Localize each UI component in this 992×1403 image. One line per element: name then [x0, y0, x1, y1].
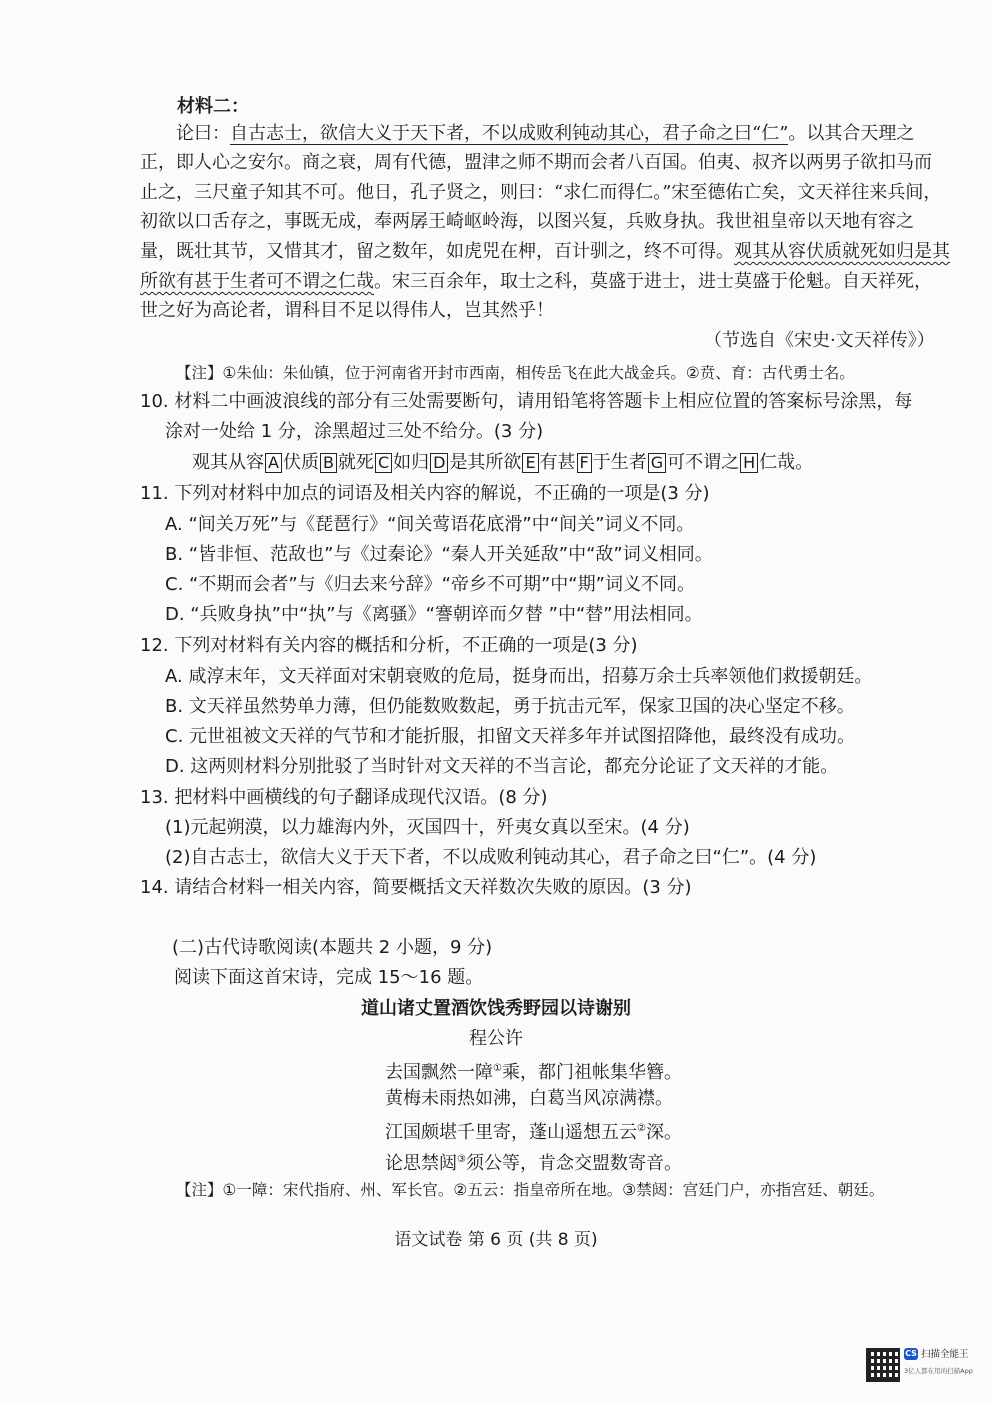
q10-stem-line-2: 涂对一处给 1 分，涂黑超过三处不给分。(3 分): [165, 421, 544, 442]
material2-line-3: 止之，三尺童子知其不可。他日，孔子贤之，则曰：“求仁而得仁。”宋至德佑亡矣，文天祥往来兵间，: [140, 182, 942, 203]
material2-line-1: 论曰：自古志士，欲信大义于天下者，不以成败利钝动其心，君子命之曰“仁”。以其合天理之: [176, 123, 915, 144]
translation-underline-sentence: 自古志士，欲信大义于天下者，不以成败利钝动其心，君子命之曰“仁”: [230, 123, 789, 144]
q12-option-a: A. 咸淳末年，文天祥面对宋朝衰败的危局，挺身而出，招募万余士兵率领他们救援朝廷。: [165, 666, 873, 687]
scanner-app-name: 扫描全能王: [921, 1349, 969, 1360]
q11-option-c: C. “不期而会者”与《归去来兮辞》“帝乡不可期”中“期”词义不同。: [165, 574, 695, 595]
mark-box-e[interactable]: E: [522, 453, 538, 473]
material2-line-5: 量，既壮其节，又惜其才，留之数年，如虎兕在柙，百计驯之，终不可得。观其从容伏质就死如归是其: [140, 241, 950, 262]
mark-box-f[interactable]: F: [577, 453, 592, 473]
poem-line-2: 黄梅未雨热如沸，白葛当风凉满襟。: [385, 1088, 673, 1109]
mark-box-b[interactable]: B: [320, 453, 337, 473]
q12-stem: 12. 下列对材料有关内容的概括和分析，不正确的一项是(3 分): [140, 635, 638, 656]
q13-stem: 13. 把材料中画横线的句子翻译成现代汉语。(8 分): [140, 787, 548, 808]
mark-box-d[interactable]: D: [430, 453, 448, 473]
q10-stem-line-1: 10. 材料二中画波浪线的部分有三处需要断句，请用铅笔将答题卡上相应位置的答案标号涂黑，每: [140, 391, 913, 412]
material2-line-7: 世之好为高论者，谓科目不足以得伟人，岂其然乎！: [140, 300, 554, 321]
material2-line-6: 所欲有甚于生者可不谓之仁哉。宋三百余年，取士之科，莫盛于进士，进士莫盛于伦魁。自天祥死，: [140, 271, 932, 292]
q12-option-b: B. 文天祥虽然势单力薄，但仍能数败数起，勇于抗击元军，保家卫国的决心坚定不移。: [165, 696, 855, 717]
q13-sentence-1: (1)元起朔漠，以力雄海内外，灭国四十，歼夷女真以至宋。(4 分): [165, 817, 690, 838]
mark-box-g[interactable]: G: [648, 453, 666, 473]
camscanner-logo-icon: CS: [905, 1349, 917, 1358]
scanner-app-tagline: 3亿人都在用的扫描App: [904, 1367, 973, 1375]
poem-title: 道山诸丈置酒饮饯秀野园以诗谢别: [361, 998, 631, 1019]
qr-code-icon: [866, 1348, 900, 1382]
q13-sentence-2: (2)自古志士，欲信大义于天下者，不以成败利钝动其心，君子命之曰“仁”。(4 分): [165, 847, 817, 868]
poem-author: 程公许: [469, 1028, 523, 1049]
poetry-intro: 阅读下面这首宋诗，完成 15～16 题。: [174, 967, 484, 988]
material2-source: （节选自《宋史·文天祥传》）: [704, 330, 935, 351]
wavy-underline-passage-end: 所欲有甚于生者可不谓之仁哉: [140, 271, 374, 292]
q11-option-b: B. “皆非恒、范敌也”与《过秦论》“秦人开关延敌”中“敌”词义相同。: [165, 544, 713, 565]
q11-option-d: D. “兵败身执”中“执”与《离骚》“謇朝谇而夕替 ”中“替”用法相同。: [165, 604, 703, 625]
poem-line-4: 论思禁闼③须公等，肯念交盟数寄音。: [385, 1153, 682, 1174]
q11-option-a: A. “间关万死”与《琵琶行》“间关莺语花底滑”中“间关”词义不同。: [165, 514, 695, 535]
page-footer: 语文试卷 第 6 页 (共 8 页): [394, 1230, 598, 1250]
q12-option-c: C. 元世祖被文天祥的气节和才能折服，扣留文天祥多年并试图招降他，最终没有成功。: [165, 726, 856, 747]
poem-note: 【注】①一障：宋代指府、州、军长官。②五云：指皇帝所在地。③禁闼：宫廷门户，亦指宫廷、朝廷。: [176, 1181, 885, 1199]
mark-box-a[interactable]: A: [265, 453, 282, 473]
material2-heading: 材料二：: [177, 96, 249, 117]
wavy-underline-passage: 观其从容伏质就死如归是其: [734, 241, 950, 262]
note-1: 【注】①朱仙：朱仙镇，位于河南省开封市西南，相传岳飞在此大战金兵。②贲、育：古代勇士名。: [176, 364, 855, 382]
poem-line-1: 去国飘然一障①乘，都门祖帐集华簪。: [385, 1062, 682, 1083]
q12-option-d: D. 这两则材料分别批驳了当时针对文天祥的不当言论，都充分论证了文天祥的才能。: [165, 756, 839, 777]
poem-line-3: 江国颇堪千里寄，蓬山遥想五云②深。: [385, 1122, 682, 1143]
q10-punctuation-line: 观其从容 A 伏质 B 就死 C 如归 D 是其所欲 E 有甚 F 于生者 G 可不谓之 H 仁哉。: [192, 452, 814, 473]
mark-box-c[interactable]: C: [375, 453, 392, 473]
q14-stem: 14. 请结合材料一相关内容，简要概括文天祥数次失败的原因。(3 分): [140, 877, 692, 898]
poetry-section-heading: (二)古代诗歌阅读(本题共 2 小题，9 分): [172, 937, 493, 958]
material2-line-2: 正，即人心之安尔。商之衰，周有代德，盟津之师不期而会者八百国。伯夷、叔齐以两男子欲扣马而: [140, 152, 932, 173]
q11-stem: 11. 下列对材料中加点的词语及相关内容的解说，不正确的一项是(3 分): [140, 483, 710, 504]
material2-line-4: 初欲以口舌存之，事既无成，奉两孱王崎岖岭海，以图兴复，兵败身执。我世祖皇帝以天地有容之: [140, 211, 914, 232]
mark-box-h[interactable]: H: [740, 453, 758, 473]
